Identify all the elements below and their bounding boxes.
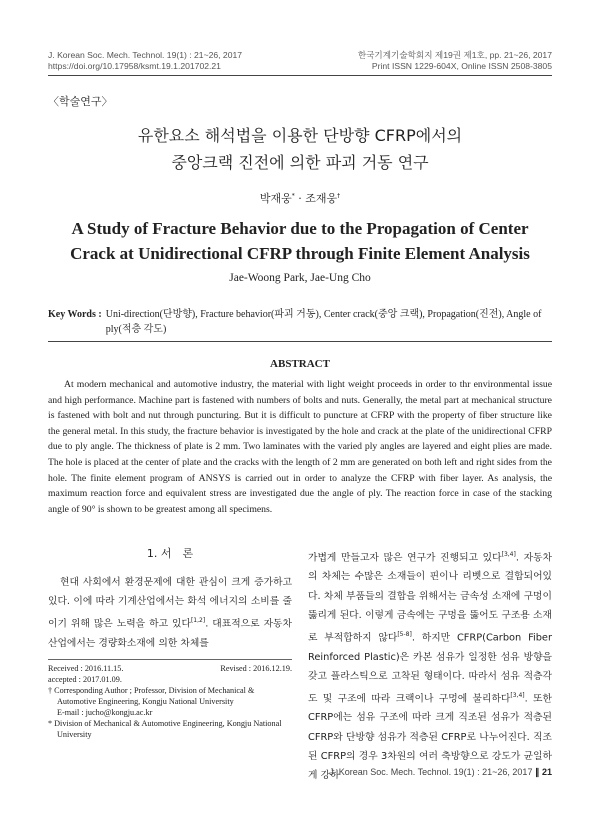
author-2: 조재웅 (305, 192, 338, 205)
abstract-heading: ABSTRACT (270, 358, 330, 370)
footnote-rule (48, 659, 292, 660)
accepted-date: accepted : 2017.01.09. (48, 675, 122, 684)
doi-link[interactable]: https://doi.org/10.17958/ksmt.19.1.201702.21 (48, 61, 221, 71)
right-para-1a: 가볍게 만들고자 많은 연구가 진행되고 있다 (308, 552, 502, 564)
page-footer (329, 767, 552, 778)
page-number: 21 (541, 767, 552, 777)
section-1-title: 1. 서 론 (146, 547, 194, 560)
english-title-line2: Crack at Unidirectional CFRP through Finite Element Analysis (70, 244, 530, 263)
right-para-1b: . 자동차의 차체는 수많은 소재들이 핀이나 리벳으로 결합되어있다. 차체 부품들의 결합을 위해서는 금속성 소재에 구멍이 뚫리게 된다. 이렇게 금속에는 구멍을 뚫어도 구조용 소재로 부적합하지 않다 (308, 552, 552, 644)
korean-title-line2: 중앙크랙 진전에 의한 파괴 거동 연구 (171, 153, 429, 172)
footer-citation: J. Korean Soc. Mech. Technol. 19(1) : 21~26, 2017 (329, 767, 533, 777)
article-category: 〈학술연구〉 (48, 95, 113, 108)
keywords-rule (48, 341, 552, 342)
running-header-right (358, 50, 552, 72)
abstract-body (48, 377, 552, 517)
header-rule (48, 75, 552, 76)
running-header-left (48, 50, 242, 72)
right-para-1c: . 하지만 CFRP(Carbon Fiber Reinforced Plastic)은 카본 섬유가 일정한 섬유 방향을 갖고 플라스틱으로 고착된 형태이다. 따라서 섬유 적층각도 및 구조에 따라 크랙이나 구멍에 불리하다 (308, 632, 552, 705)
korean-journal-citation: 한국기계기술학회지 제19권 제1호, pp. 21~26, 2017 (357, 50, 552, 60)
issn-info: Print ISSN 1229-604X, Online ISSN 2508-3805 (371, 61, 552, 71)
author-1-mark: * (291, 192, 295, 200)
right-para-1d: . 또한 CFRP에는 섬유 구조에 따라 크게 직조된 섬유가 적층된 CFRP와 단방향 섬유가 적층된 CFRP로 나누어진다. 직조된 CFRP의 경우 3차원의 여러 축방향으로 강도가 균일하게 강하 (308, 693, 552, 782)
affiliation: * Division of Mechanical & Automotive Engineering, Kongju National University (48, 719, 282, 739)
revised-date: Revised : 2016.12.19. (220, 664, 292, 673)
author-1: 박재웅 (259, 192, 292, 205)
keywords (48, 307, 552, 337)
korean-authors (0, 190, 600, 206)
english-authors: Jae-Woong Park, Jae-Ung Cho (229, 272, 371, 284)
journal-citation: J. Korean Soc. Mech. Technol. 19(1) : 21~26, 2017 (48, 50, 243, 60)
citation-ref: [5-8] (397, 631, 412, 639)
left-para-1a: 현대 사회에서 환경문제에 대한 관심이 크게 증가하고 있다. 이에 따라 기계산업에서는 화석 에너지의 소비를 줄이기 위해 많은 노력을 하고 있다 (48, 577, 292, 630)
right-column-text (308, 545, 552, 785)
author-email: E-mail : jucho@kongju.ac.kr (57, 708, 153, 717)
left-column-text (48, 573, 292, 653)
left-para-1b: . 대표적으로 자동차 산업에서는 경량화소재에 의한 차체를 (48, 618, 292, 649)
received-date: Received : 2016.11.15. (48, 664, 124, 673)
citation-ref: [3,4] (510, 691, 525, 699)
keywords-label: Key Words : (48, 309, 102, 320)
corresponding-author: † Corresponding Author ; Professor, Division of Mechanical & Automotive Engineering, Kongju National University (48, 686, 255, 706)
dates-row (48, 663, 292, 674)
abstract-text: At modern mechanical and automotive industry, the material with light weight proceeds in order to thr environmental issue and high performance. Machine part is fastened with numbers of bolts and nuts. Generally, the metal part at mechanical structure is fastened with bolt and nut through puncturing. But it is difficult to puncture at CFRP with the property of fiber structure like the general metal. In this study, the fracture behavior is investigated by the hole and crack at the plate of the unidirectional CFRP due to ply angle. The thickness of plate is 2 mm. Two laminates with the varied ply angles are layered and eight plies are made. The hole is placed at the center of plate and the cracks with the length of 2 mm are generated on both left and right sides from the hole. The finite element program of ANSYS is carried out in order to analyze the CFRP with fiber layer. As analysis, the maximum reaction force and equivalent stress are investigated due the angle of ply. The reaction force in case of the stacking angle of 90° is shown to be greatest among all specimens. (48, 379, 552, 515)
author-2-mark: † (337, 192, 341, 200)
english-title-line1: A Study of Fracture Behavior due to the Propagation of Center (71, 219, 529, 238)
keywords-text: Uni-direction(단방향), Fracture behavior(파괴 거동), Center crack(중앙 크랙), Propagation(진전), Angle of ply(적층 각도) (105, 309, 542, 335)
footnotes (48, 663, 292, 740)
citation-ref: [1,2] (190, 617, 206, 625)
korean-title-line1: 유한요소 해석법을 이용한 단방향 CFRP에서의 (137, 126, 463, 145)
citation-ref: [3,4] (501, 551, 516, 558)
author-separator: · (294, 192, 306, 205)
footer-separator: ∥ (534, 767, 540, 777)
